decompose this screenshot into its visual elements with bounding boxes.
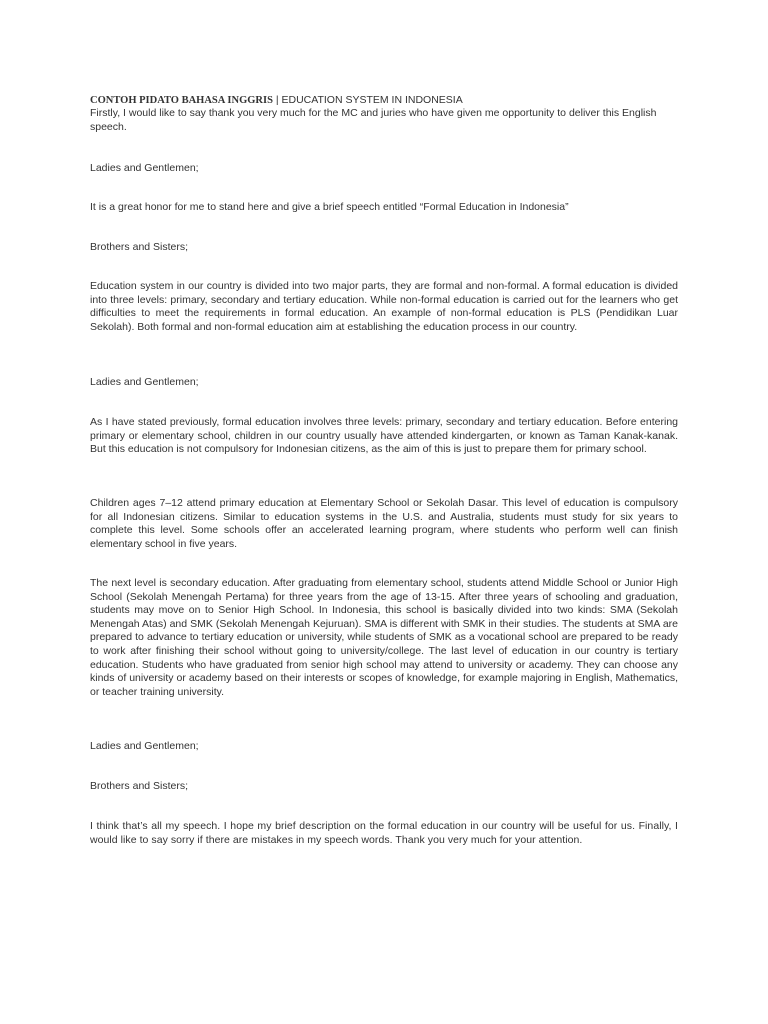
closing-paragraph: I think that’s all my speech. I hope my brief description on the formal education in our country will be useful for us. Finally, I would like to say sorry if there are mistakes in my speech words. Thank you very much for your attention. <box>90 820 678 846</box>
title-main: EDUCATION SYSTEM IN INDONESIA <box>281 94 463 106</box>
paragraph-primary-education: Children ages 7–12 attend primary education at Elementary School or Sekolah Dasar. This level of education is compulsory for all Indonesian citizens. Similar to education systems in the U.S. and Australia, students must study for six years to complete this level. Some schools offer an accelerated learning program, where students who perform well can finish elementary school in five years. <box>90 497 678 550</box>
greeting-ladies-gentlemen-2: Ladies and Gentlemen; <box>90 376 199 388</box>
paragraph-secondary-tertiary: The next level is secondary education. After graduating from elementary school, students attend Middle School or Junior High School (Sekolah Menengah Pertama) for three years from the age of 13-15. After three years of schooling and graduation, students may move on to Senior High School. In Indonesia, this school is basically divided into two kinds: SMA (Sekolah Menengah Atas) and SMK (Sekolah Menengah Kejuruan). SMA is different with SMK in their studies. The students at SMA are prepared to advance to tertiary education or university, while students of SMK as a vocational school are prepared to be ready to work after finishing their school without going to university/college. The last level of education in our country is tertiary education. Students who have graduated from senior high school may attend to university or academy. They can choose any kinds of university or academy based on their interests or scopes of knowledge, for example majoring in English, Mathematics, or teacher training university. <box>90 577 678 698</box>
greeting-ladies-gentlemen-1: Ladies and Gentlemen; <box>90 162 199 174</box>
honor-paragraph: It is a great honor for me to stand here and give a brief speech entitled “Formal Education in Indonesia” <box>90 201 569 213</box>
greeting-ladies-gentlemen-3: Ladies and Gentlemen; <box>90 740 199 752</box>
greeting-brothers-sisters-2: Brothers and Sisters; <box>90 780 189 792</box>
title-prefix: CONTOH PIDATO BAHASA INGGRIS <box>90 95 273 106</box>
intro-paragraph: Firstly, I would like to say thank you very much for the MC and juries who have given me opportunity to deliver this English speech. <box>90 107 657 133</box>
paragraph-education-system: Education system in our country is divided into two major parts, they are formal and non-formal. A formal education is divided into three levels: primary, secondary and tertiary education. While non-formal education is carried out for the learners who get difficulties to meet the requirements in formal education. An example of non-formal education is PLS (Pendidikan Luar Sekolah). Both formal and non-formal education aim at establishing the education process in our country. <box>90 280 678 333</box>
paragraph-formal-levels: As I have stated previously, formal education involves three levels: primary, secondary and tertiary education. Before entering primary or elementary school, children in our country usually have attended kindergarten, or known as Taman Kanak-kanak. But this education is not compulsory for Indonesian citizens, as the aim of this is just to prepare them for primary school. <box>90 416 678 456</box>
greeting-brothers-sisters-1: Brothers and Sisters; <box>90 241 189 253</box>
document-title <box>90 94 678 107</box>
title-separator: | <box>272 94 282 106</box>
